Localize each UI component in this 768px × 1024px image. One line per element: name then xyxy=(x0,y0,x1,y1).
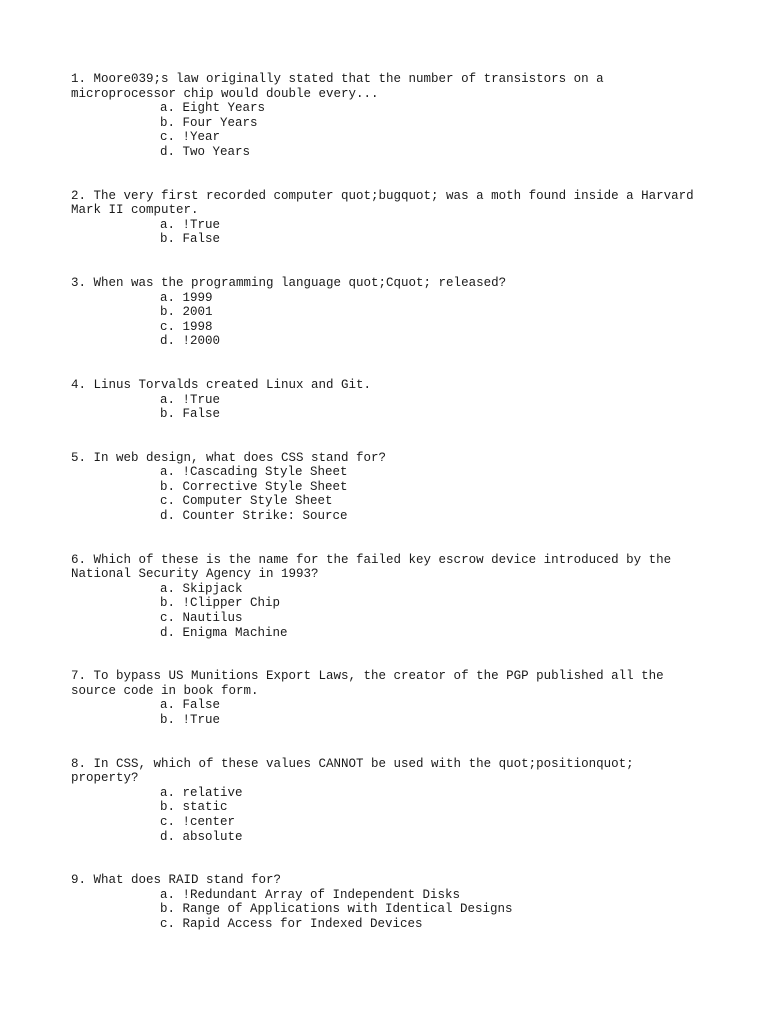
answer-options xyxy=(71,393,711,422)
answer-option: d. Two Years xyxy=(160,144,251,159)
answer-options xyxy=(71,888,711,932)
answer-options xyxy=(71,291,711,349)
question-block xyxy=(71,276,711,349)
question-text: 6. Which of these is the name for the failed key escrow device introduced by the National Security Agency in 1993? xyxy=(71,552,672,582)
answer-option: b. !True xyxy=(160,713,221,727)
answer-option: b. False xyxy=(160,407,221,422)
answer-option: d. Enigma Machine xyxy=(160,625,288,640)
question-text: 5. In web design, what does CSS stand for? xyxy=(71,450,387,465)
answer-option: c. !center xyxy=(160,814,236,829)
answer-option: c. !Year xyxy=(160,130,221,145)
question-block xyxy=(71,553,711,641)
answer-option: a. 1999 xyxy=(160,290,213,305)
answer-option: b. Range of Applications with Identical Designs xyxy=(160,902,513,917)
answer-option: c. Rapid Access for Indexed Devices xyxy=(160,916,423,931)
answer-option: a. relative xyxy=(160,785,243,800)
answer-option: a. !Cascading Style Sheet xyxy=(160,465,348,480)
answer-option: a. Eight Years xyxy=(160,101,266,116)
answer-options xyxy=(71,786,711,844)
question-text: 3. When was the programming language quot;Cquot; released? xyxy=(71,275,507,290)
answer-option: a. False xyxy=(160,698,221,713)
quiz-document xyxy=(71,72,711,961)
answer-option: d. absolute xyxy=(160,829,243,844)
answer-option: d. Counter Strike: Source xyxy=(160,509,348,524)
answer-option: a. Skipjack xyxy=(160,581,243,596)
question-block xyxy=(71,189,711,247)
answer-option: c. Nautilus xyxy=(160,611,243,626)
answer-options xyxy=(71,465,711,523)
question-text: 9. What does RAID stand for? xyxy=(71,873,282,888)
answer-option: b. False xyxy=(160,232,221,247)
answer-option: c. 1998 xyxy=(160,319,213,334)
answer-options xyxy=(71,101,711,159)
question-text: 7. To bypass US Munitions Export Laws, the creator of the PGP published all the source code in book form. xyxy=(71,669,664,698)
question-block xyxy=(71,669,711,727)
question-text: 2. The very first recorded computer quot;bugquot; was a moth found inside a Harvard Mark II computer. xyxy=(71,188,694,218)
question-block xyxy=(71,757,711,845)
question-block xyxy=(71,72,711,160)
question-block xyxy=(71,378,711,422)
answer-option: b. !Clipper Chip xyxy=(160,596,281,611)
answer-option: a. !Redundant Array of Independent Disks xyxy=(160,887,461,902)
question-block xyxy=(71,873,711,931)
answer-option: a. !True xyxy=(160,217,221,232)
answer-option: c. Computer Style Sheet xyxy=(160,494,333,509)
answer-option: b. 2001 xyxy=(160,305,213,320)
answer-option: b. Corrective Style Sheet xyxy=(160,479,348,494)
question-block xyxy=(71,451,711,524)
answer-option: b. static xyxy=(160,800,228,815)
question-text: 8. In CSS, which of these values CANNOT be used with the quot;positionquot; property? xyxy=(71,756,634,786)
answer-options xyxy=(71,218,711,247)
answer-options xyxy=(71,698,711,727)
question-text: 4. Linus Torvalds created Linux and Git. xyxy=(71,377,372,392)
answer-option: b. Four Years xyxy=(160,115,258,130)
answer-option: a. !True xyxy=(160,392,221,407)
answer-option: d. !2000 xyxy=(160,334,221,349)
question-text: 1. Moore039;s law originally stated that the number of transistors on a microprocessor chip would double every... xyxy=(71,72,604,101)
answer-options xyxy=(71,582,711,640)
